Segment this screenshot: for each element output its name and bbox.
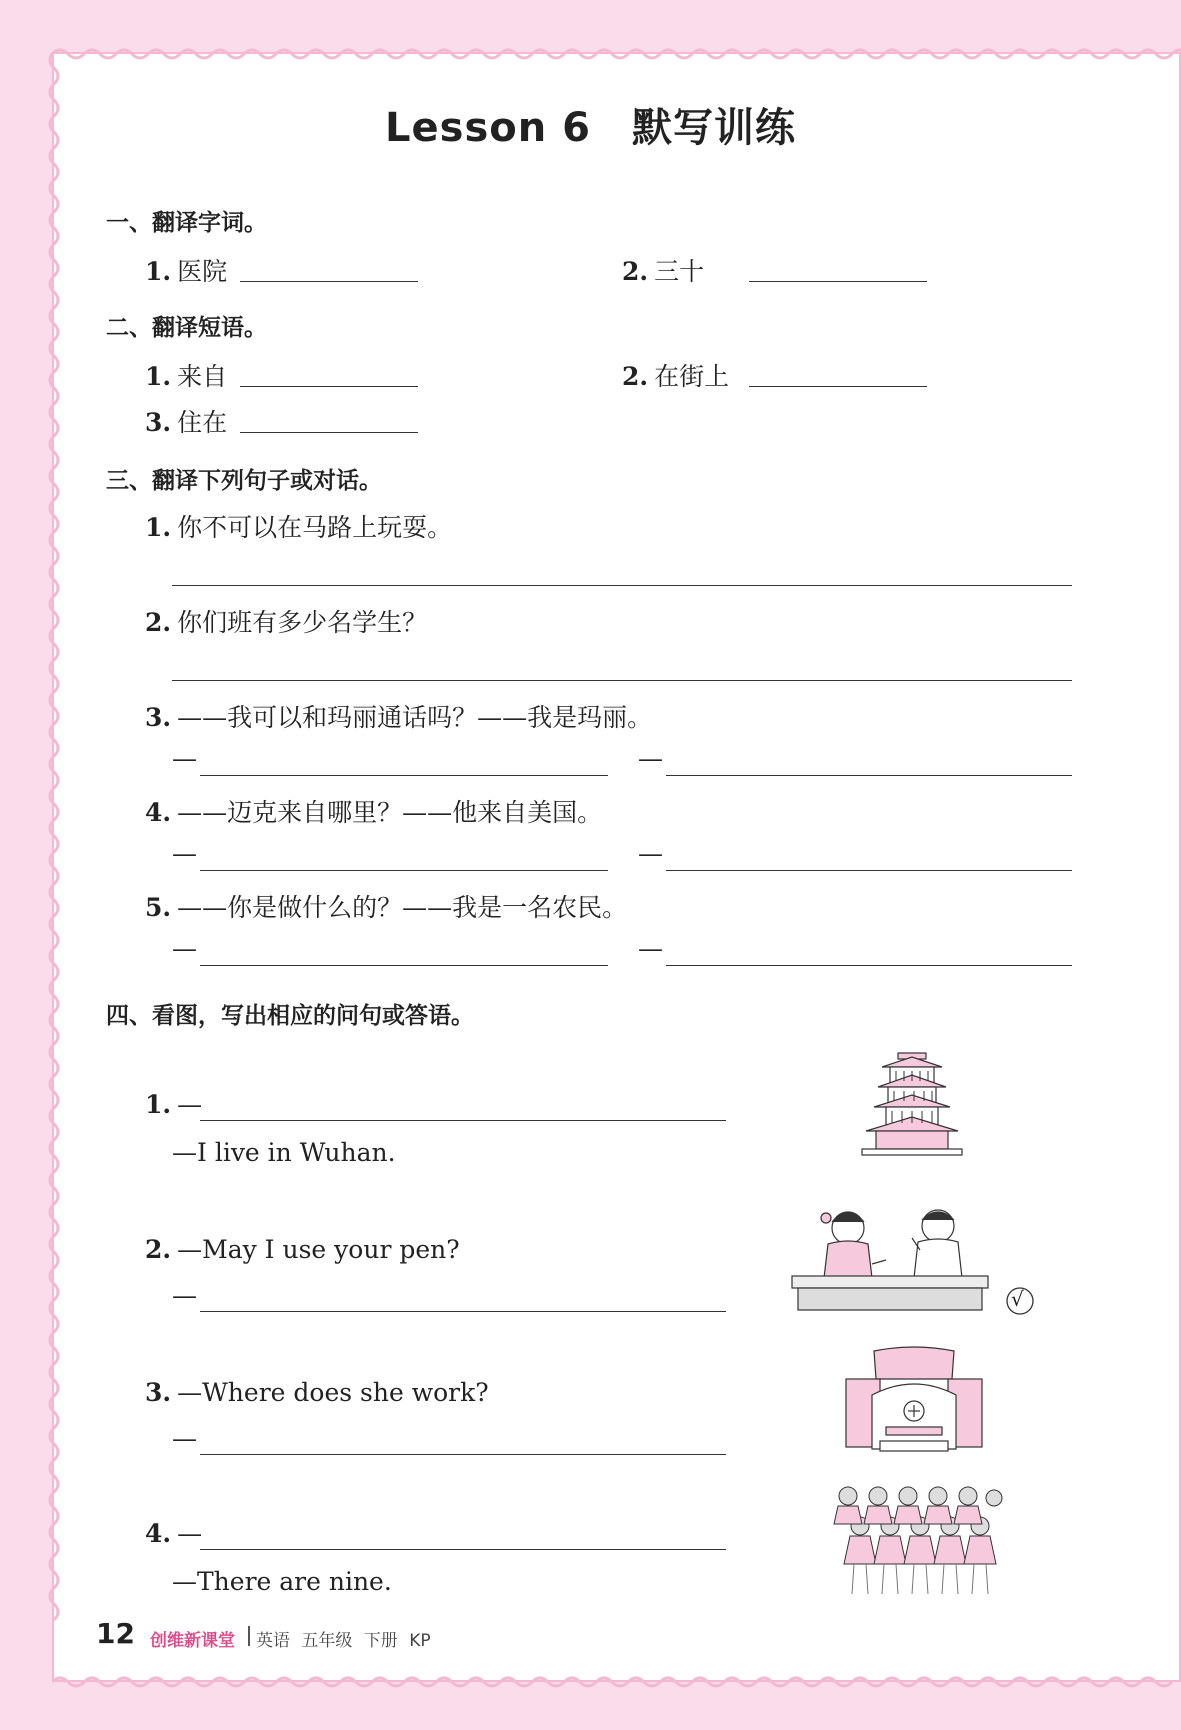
s3-item-4-dash-a: — <box>172 839 197 868</box>
group-of-dancers-icon <box>826 1484 1006 1602</box>
s2-answer-line-1[interactable] <box>240 386 418 387</box>
s4-item-4-question: 4. — <box>145 1519 203 1548</box>
s3-item-1: 1. 你不可以在马路上玩耍。 <box>145 513 453 542</box>
page-frame <box>52 52 1181 1682</box>
s3-answer-line-4b[interactable] <box>666 870 1072 871</box>
s3-item-5-dash-b: — <box>638 934 663 963</box>
checkmark-label: √ <box>1011 1287 1024 1311</box>
hospital-building-icon <box>840 1345 988 1461</box>
s4-item-4-answer: —There are nine. <box>172 1567 392 1596</box>
s3-answer-line-3a[interactable] <box>200 775 608 776</box>
s3-item-5-dash-a: — <box>172 934 197 963</box>
s1-answer-line-1[interactable] <box>240 281 418 282</box>
brand-name: 创维新课堂 <box>150 1631 235 1651</box>
s3-answer-line-2[interactable] <box>172 680 1072 681</box>
page-title: Lesson 6 默写训练 <box>385 105 796 151</box>
s3-item-4-dash-b: — <box>638 839 663 868</box>
s3-item-2: 2. 你们班有多少名学生？ <box>145 608 428 637</box>
s4-item-1-question: 1. — <box>145 1090 203 1119</box>
kids-at-desk-icon <box>790 1198 1000 1318</box>
s4-answer-line-1[interactable] <box>200 1120 726 1121</box>
s4-item-2-question: 2. —May I use your pen? <box>145 1235 460 1264</box>
footer-book-info: 英语 五年级 下册 KP <box>256 1631 431 1651</box>
s3-item-4: 4. ——迈克来自哪里？——他来自美国。 <box>145 798 603 827</box>
s3-answer-line-4a[interactable] <box>200 870 608 871</box>
section-4-heading: 四、看图，写出相应的问句或答语。 <box>106 1003 474 1029</box>
section-1-heading: 一、翻译字词。 <box>106 210 267 236</box>
s3-item-5: 5. ——你是做什么的？——我是一名农民。 <box>145 893 628 922</box>
s4-item-3-answer-dash: — <box>172 1424 197 1453</box>
pagoda-tower-icon <box>852 1045 972 1163</box>
s3-answer-line-1[interactable] <box>172 585 1072 586</box>
s1-item-1: 1. 医院 <box>145 257 228 286</box>
s1-answer-line-2[interactable] <box>749 281 927 282</box>
s2-answer-line-2[interactable] <box>749 386 927 387</box>
s4-answer-line-4[interactable] <box>200 1549 726 1550</box>
s4-item-2-answer-dash: — <box>172 1281 197 1310</box>
s3-answer-line-3b[interactable] <box>666 775 1072 776</box>
page-number: 12 <box>96 1617 135 1650</box>
s4-item-3-question: 3. —Where does she work? <box>145 1378 489 1407</box>
s3-item-3: 3. ——我可以和玛丽通话吗？——我是玛丽。 <box>145 703 653 732</box>
s3-item-3-dash-a: — <box>172 744 197 773</box>
s3-answer-line-5b[interactable] <box>666 965 1072 966</box>
s2-answer-line-3[interactable] <box>240 432 418 433</box>
footer-divider <box>248 1626 250 1646</box>
section-3-heading: 三、翻译下列句子或对话。 <box>106 468 382 494</box>
section-2-heading: 二、翻译短语。 <box>106 315 267 341</box>
s4-item-1-answer: —I live in Wuhan. <box>172 1138 396 1167</box>
s4-answer-line-2[interactable] <box>200 1311 726 1312</box>
s2-item-1: 1. 来自 <box>145 362 228 391</box>
s4-answer-line-3[interactable] <box>200 1454 726 1455</box>
s2-item-2: 2. 在街上 <box>622 362 730 391</box>
s3-answer-line-5a[interactable] <box>200 965 608 966</box>
s3-item-3-dash-b: — <box>638 744 663 773</box>
s2-item-3: 3. 住在 <box>145 408 228 437</box>
s1-item-2: 2. 三十 <box>622 257 705 286</box>
